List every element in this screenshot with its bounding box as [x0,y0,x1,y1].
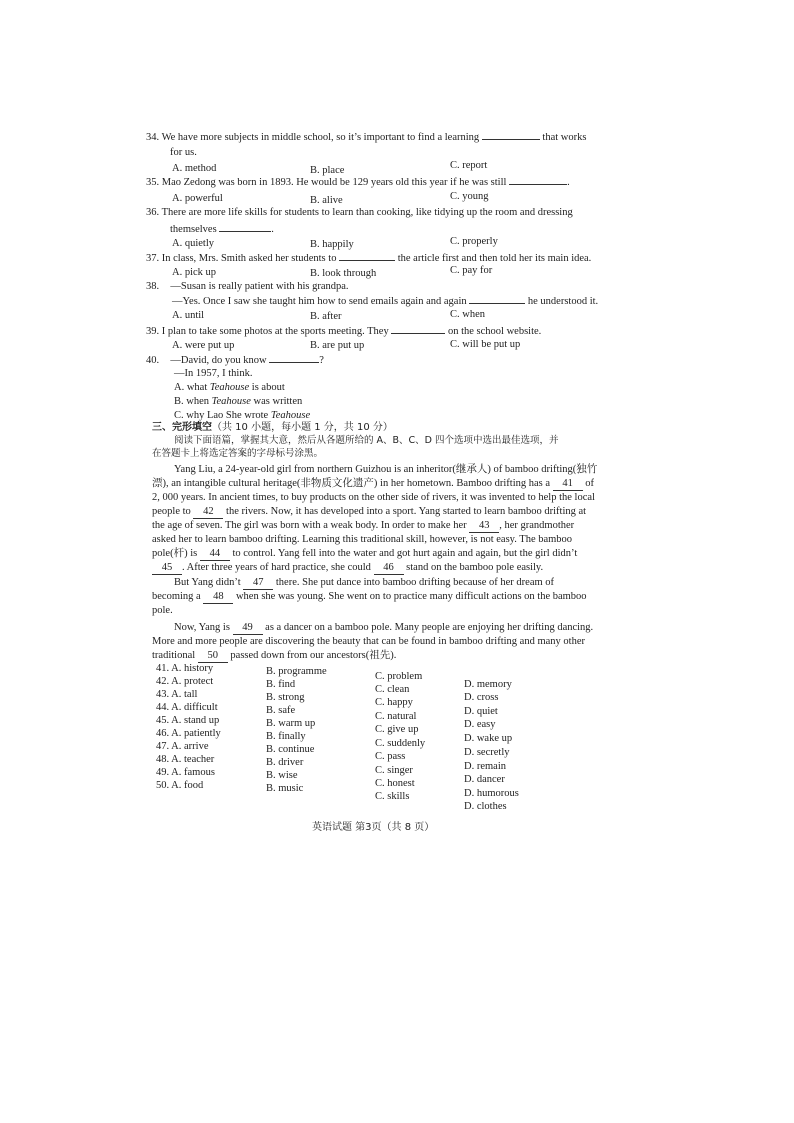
option-b: B. are put up [310,340,365,351]
question-35 [146,175,570,189]
cloze-option: 45. A. stand up [156,715,220,726]
passage-text: But Yang didn’t [174,577,241,588]
question-text: There are more life skills for students to learn than cooking, like tidying up the room and dressing [161,207,573,218]
passage-text: of [585,478,595,489]
option-a: A. pick up [172,267,217,278]
question-number: 36. [146,207,160,218]
question-text: Mao Zedong was born in 1893. He would be 129 years old this year if he was still [161,177,507,188]
question-text: We have more subjects in middle school, so it’s important to find a learning [161,132,480,143]
cloze-option: 42. A. protect [156,676,214,687]
option-italic: Teahouse [211,396,251,407]
cloze-option: D. secretly [464,747,510,758]
passage-text: people to [152,506,191,517]
cloze-option: B. warm up [266,718,316,729]
passage-line [152,505,586,519]
passage-text: stand on the bamboo pole easily. [406,562,544,573]
cloze-option: B. wise [266,770,298,781]
option-a: A. powerful [172,193,223,204]
option-a: A. quietly [172,238,214,249]
option-b [174,395,302,408]
line2-text-end: he understood it. [527,296,599,307]
blank-48: 48 [203,590,233,604]
question-text: —David, do you know [170,355,267,366]
cloze-option: B. programme [266,666,327,677]
passage-line [152,477,594,491]
option-suffix: was written [250,396,303,407]
cloze-option: C. suddenly [375,738,426,749]
question-number: 35. [146,177,160,188]
cloze-option: D. memory [464,679,512,690]
cloze-option: 50. A. food [156,780,204,791]
cloze-option: C. give up [375,724,419,735]
passage-line [174,621,593,635]
option-c: C. young [450,191,489,202]
question-38 [146,280,349,293]
answer-blank [469,294,525,304]
cloze-option: B. safe [266,705,296,716]
passage-text: when she was young. She went on to practice many difficult actions on the bamboo [235,591,587,602]
cloze-option: D. easy [464,719,496,730]
passage-text: Now, Yang is [174,622,230,633]
option-c: C. properly [450,236,498,247]
answer-blank [509,175,567,185]
answer-blank [391,324,445,334]
blank-43: 43 [469,519,499,533]
question-34 [146,130,586,144]
question-number: 38. [146,281,160,292]
option-italic: Teahouse [209,382,250,393]
question-number: 37. [146,253,160,264]
cloze-option: B. driver [266,757,304,768]
passage-line: Yang Liu, a 24-year-old girl from northern Guizhou is an inheritor(继承人) of bamboo drifting(独竹 [174,464,598,475]
passage-line: asked her to learn bamboo drifting. Learning this traditional skill, however, is not easy. The bamboo [152,534,573,545]
cloze-option: 41. A. history [156,663,214,674]
cloze-option: D. cross [464,692,499,703]
option-c: C. will be put up [450,339,521,350]
question-text: In class, Mrs. Smith asked her students to [161,253,337,264]
cloze-option: 46. A. patiently [156,728,221,739]
page-footer: 英语试题 第3页（共 8 页） [312,822,435,833]
question-continuation [170,222,274,236]
question-text-end: . [567,177,570,188]
question-37 [146,251,591,265]
answer-blank [269,353,319,363]
answer-blank [219,222,271,232]
section-instruction-1: 阅读下面语篇，掌握其大意，然后从各题所给的 A、B、C、D 四个选项中选出最佳选项，并 [174,435,559,446]
cloze-option: D. remain [464,761,506,772]
cloze-option: D. clothes [464,801,507,812]
question-number: 39. [146,326,160,337]
line2-text: —Yes. Once I saw she taught him how to send emails again and again [172,296,467,307]
question-40 [146,353,324,367]
cloze-option: D. wake up [464,733,513,744]
option-suffix: is about [249,382,285,393]
question-text-end: on the school website. [447,326,542,337]
cloze-option: C. natural [375,711,417,722]
cloze-option: D. humorous [464,788,519,799]
option-prefix: B. when [174,396,212,407]
blank-46: 46 [374,561,404,575]
option-c: C. when [450,309,485,320]
passage-text: the age of seven. The girl was born with a weak body. In order to make her [152,520,467,531]
question-line-2 [172,294,598,308]
question-36 [146,206,573,219]
cloze-option: C. skills [375,791,410,802]
question-text-end: . [271,224,274,235]
blank-42: 42 [193,505,223,519]
section-heading [152,421,393,434]
cloze-option: D. quiet [464,706,498,717]
passage-text: the rivers. Now, it has developed into a sport. Yang started to learn bamboo drifting at [226,506,587,517]
cloze-option: C. clean [375,684,410,695]
blank-50: 50 [198,649,228,663]
cloze-option: C. singer [375,765,413,776]
passage-line [152,590,587,604]
cloze-option: B. continue [266,744,315,755]
passage-text: to control. Yang fell into the water and got hurt again and again, but the girl didn’t [232,548,578,559]
option-prefix: C. why Lao She wrote [174,410,271,421]
section-instruction-2: 在答题卡上将选定答案的字母标号涂黑。 [152,448,324,459]
passage-text: passed down from our ancestors(祖先). [230,650,397,661]
cloze-option: D. dancer [464,774,505,785]
section-note: （共 10 小题，每小题 1 分，共 10 分） [212,422,393,433]
option-b: B. after [310,311,342,322]
option-a: A. were put up [172,340,235,351]
question-continuation: for us. [170,147,197,158]
passage-text: , her grandmother [499,520,575,531]
blank-44: 44 [200,547,230,561]
passage-line [174,576,554,590]
option-prefix: A. what [174,382,210,393]
cloze-option: 43. A. tall [156,689,198,700]
option-b: B. look through [310,268,377,279]
option-b: B. place [310,165,345,176]
option-c: C. pay for [450,265,493,276]
blank-47: 47 [243,576,273,590]
answer-blank [482,130,540,140]
option-c: C. report [450,160,488,171]
passage-line [152,547,577,561]
passage-line [152,649,396,663]
passage-text: traditional [152,650,196,661]
option-a: A. until [172,310,205,321]
passage-text: there. She put dance into bamboo drifting because of her dream of [275,577,555,588]
question-number: 34. [146,132,160,143]
passage-text: as a dancer on a bamboo pole. Many people are enjoying her drifting dancing. [265,622,594,633]
cloze-option: 48. A. teacher [156,754,215,765]
cloze-option: B. find [266,679,296,690]
passage-text: becoming a [152,591,201,602]
option-b: B. alive [310,195,343,206]
option-italic: Teahouse [270,410,311,421]
passage-text: . After three years of hard practice, she could [182,562,371,573]
cloze-option: C. pass [375,751,406,762]
question-number: 40. [146,355,160,366]
option-a [174,381,285,394]
cloze-option: C. honest [375,778,415,789]
option-a: A. method [172,163,217,174]
answer-blank [339,251,395,261]
continuation-text: themselves [170,224,217,235]
passage-line [152,519,574,533]
cloze-option: 44. A. difficult [156,702,218,713]
section-title: 三、完形填空 [152,422,212,433]
question-text: —Susan is really patient with his grandpa. [170,281,349,292]
blank-41: 41 [553,477,583,491]
answer-line: —In 1957, I think. [174,368,253,379]
passage-text: 漂), an intangible cultural heritage(非物质文化遗产) in her hometown. Bamboo drifting has a [152,478,551,489]
passage-line [152,561,543,575]
blank-49: 49 [233,621,263,635]
cloze-option: C. problem [375,671,423,682]
cloze-option: C. happy [375,697,413,708]
cloze-option: B. music [266,783,304,794]
cloze-option: B. strong [266,692,305,703]
cloze-option: 47. A. arrive [156,741,209,752]
question-text: I plan to take some photos at the sports meeting. They [161,326,389,337]
passage-line: More and more people are discovering the beauty that can be found in bamboo drifting and many other [152,636,585,647]
question-text-end: ? [319,355,324,366]
passage-line: 2, 000 years. In ancient times, to buy products on the other side of rivers, it was invented to help the local [152,492,595,503]
option-b: B. happily [310,239,354,250]
cloze-option: B. finally [266,731,306,742]
cloze-option: 49. A. famous [156,767,215,778]
question-text-end: the article first and then told her its main idea. [397,253,592,264]
blank-45: 45 [152,561,182,575]
passage-text: pole(杆) is [152,548,198,559]
question-text-end: that works [542,132,587,143]
question-39 [146,324,541,338]
passage-line: pole. [152,605,173,616]
